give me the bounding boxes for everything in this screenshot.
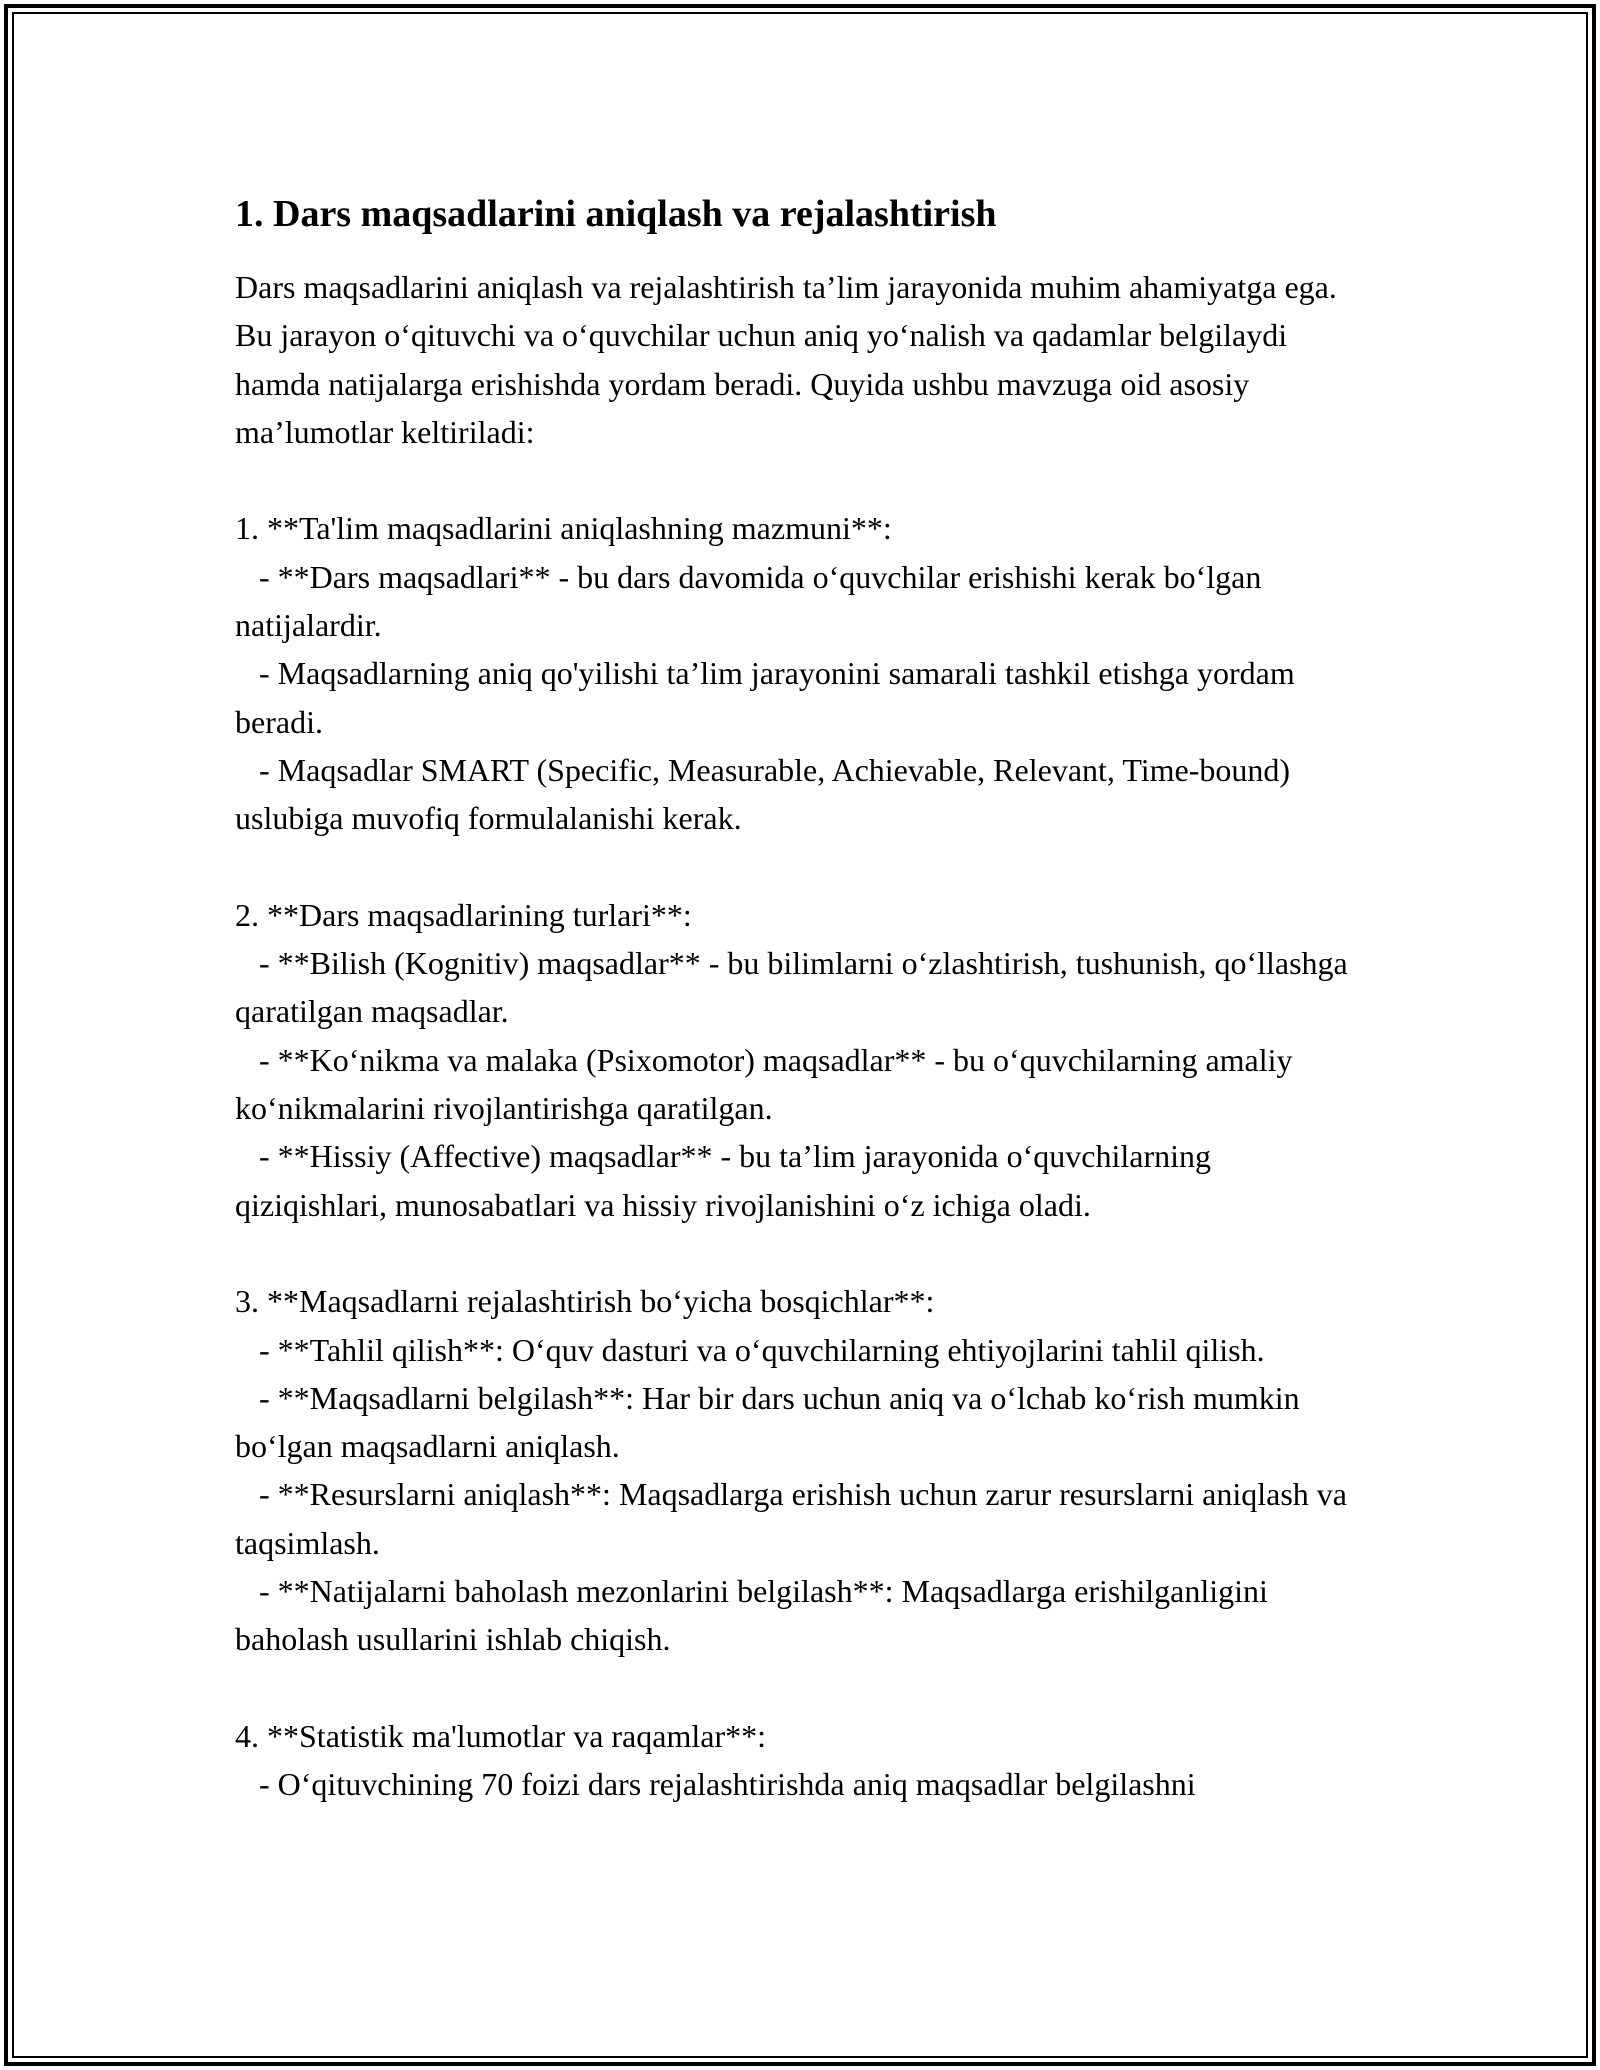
section-4-list: 4. **Statistik ma'lumotlar va raqamlar**: - O‘qituvchining 70 foizi dars rejalashtirishda aniq maqsadlar belgilashni	[235, 1717, 1196, 1803]
section-2-list: 2. **Dars maqsadlarining turlari**: - **Bilish (Kognitiv) maqsadlar** - bu bilimlarni o‘zlashtirish, tushunish, qo‘llashga qaratilgan maqsadlar. - **Ko‘nikma va malaka (Psixomotor) maqsadlar** - bu o‘quvchilarning amaliy ko‘nikmalarini rivojlantirishga qaratilgan. - **Hissiy (Affective) maqsadlar** - bu ta’lim jarayonida o‘quvchilarning qiziqishlari, munosabatlari va hissiy rivojlanishini o‘z ichiga oladi.	[235, 896, 1348, 1223]
intro-paragraph: Dars maqsadlarini aniqlash va rejalashtirish ta’lim jarayonida muhim ahamiyatga ega. Bu jarayon o‘qituvchi va o‘quvchilar uchun aniq yo‘nalish va qadamlar belgilaydi hamda natijalarga erishishda yordam beradi. Quyida ushbu mavzuga oid asosiy ma’lumotlar keltiriladi:	[235, 269, 1345, 450]
document-body	[235, 190, 1370, 1809]
section-1-list: 1. **Ta'lim maqsadlarini aniqlashning mazmuni**: - **Dars maqsadlari** - bu dars davomida o‘quvchilar erishishi kerak bo‘lgan natijalardir. - Maqsadlarning aniq qo'yilishi ta’lim jarayonini samarali tashkil etishga yordam beradi. - Maqsadlar SMART (Specific, Measurable, Achievable, Relevant, Time-bound) uslubiga muvofiq formulalanishi kerak.	[235, 510, 1295, 837]
section-3-list: 3. **Maqsadlarni rejalashtirish bo‘yicha bosqichlar**: - **Tahlil qilish**: O‘quv dasturi va o‘quvchilarning ehtiyojlarini tahlil qilish. - **Maqsadlarni belgilash**: Har bir dars uchun aniq va o‘lchab ko‘rish mumkin bo‘lgan maqsadlarni aniqlash. - **Resurslarni aniqlash**: Maqsadlarga erishish uchun zarur resurslarni aniqlash va taqsimlash. - **Natijalarni baholash mezonlarini belgilash**: Maqsadlarga erishilganligini baholash usullarini ishlab chiqish.	[235, 1283, 1347, 1658]
blank-line	[235, 843, 1370, 891]
blank-line	[235, 1664, 1370, 1712]
section-heading: 1. Dars maqsadlarini aniqlash va rejalashtirish	[235, 193, 997, 235]
blank-line	[235, 456, 1370, 504]
blank-line	[235, 1229, 1370, 1277]
